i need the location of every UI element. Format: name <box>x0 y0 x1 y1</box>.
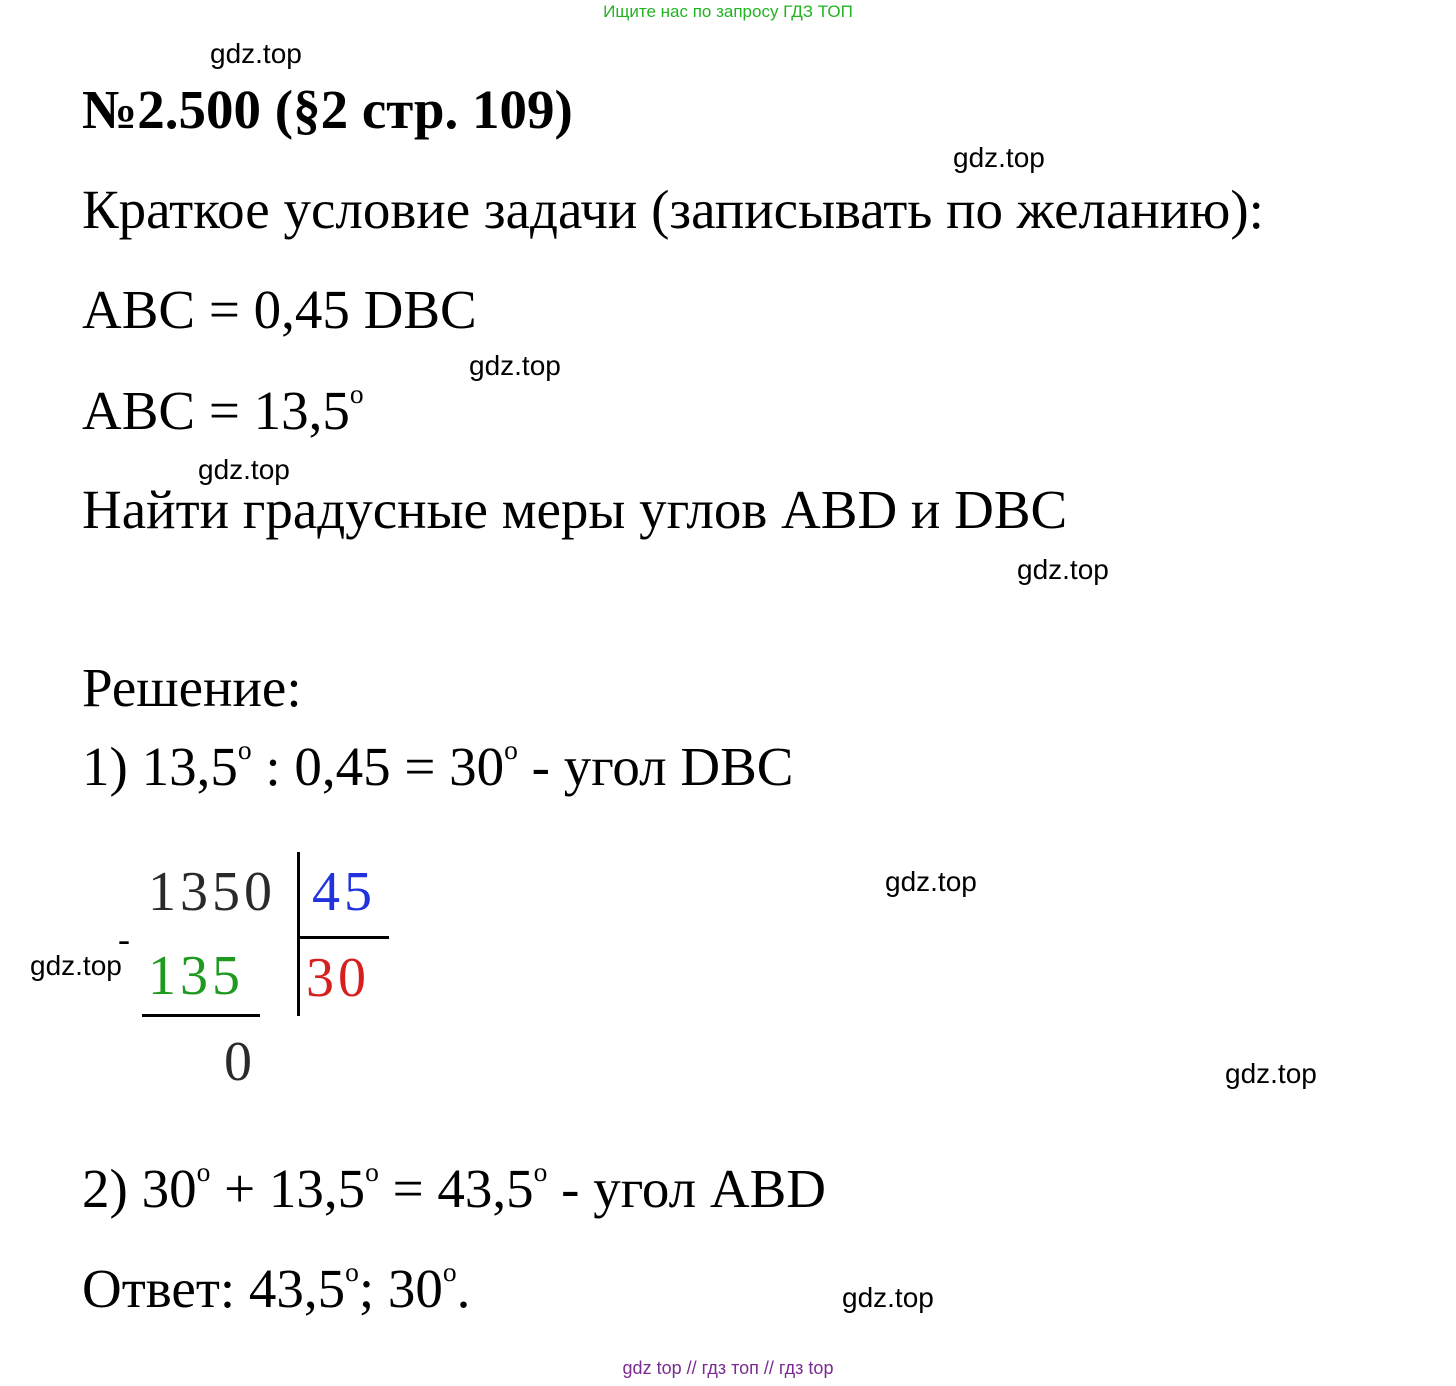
step-2-part-b: + 13,5 <box>210 1158 366 1220</box>
degree-sign: о <box>533 1156 548 1187</box>
degree-sign: о <box>442 1256 457 1287</box>
division-minus-sign: - <box>118 919 130 959</box>
solution-step-2 <box>82 1156 826 1220</box>
condition-find: Найти градусные меры углов ABD и DBC <box>82 479 1068 540</box>
answer-part-a: Ответ: 43,5 <box>82 1258 346 1320</box>
watermark: gdz.top <box>1017 554 1109 585</box>
division-dividend: 1350 <box>148 861 276 923</box>
watermark: gdz.top <box>198 454 290 485</box>
condition-line-2-text: ABC = 13,5 <box>82 380 350 442</box>
step-2-part-c: = 43,5 <box>378 1158 534 1220</box>
division-vertical-line <box>297 852 300 1016</box>
watermark: gdz.top <box>842 1282 934 1313</box>
solution-step-1 <box>82 734 793 798</box>
degree-sign: о <box>504 734 518 765</box>
step-2-part-a: 2) 30 <box>82 1158 197 1220</box>
answer-part-c: . <box>456 1258 471 1320</box>
watermark: gdz.top <box>1225 1058 1317 1089</box>
answer <box>82 1256 470 1320</box>
division-divisor: 45 <box>312 861 376 923</box>
solution-heading: Решение: <box>82 657 302 718</box>
degree-sign: о <box>196 1156 211 1187</box>
answer-part-b: ; 30 <box>358 1258 443 1320</box>
degree-sign: о <box>349 378 364 409</box>
step-1-part-b: : 0,45 = 30 <box>251 736 505 798</box>
division-subtraction-line <box>142 1014 260 1017</box>
page-title: №2.500 (§2 стр. 109) <box>82 79 573 140</box>
condition-line-2 <box>82 378 364 442</box>
division-remainder: 0 <box>224 1031 256 1093</box>
division-subtrahend: 135 <box>148 945 244 1007</box>
step-1-part-a: 1) 13,5 <box>82 736 238 798</box>
footer-links: gdz top // гдз топ // гдз top <box>622 1358 834 1378</box>
degree-sign: о <box>365 1156 379 1187</box>
division-divisor-underline <box>298 936 389 939</box>
watermark: gdz.top <box>469 350 561 381</box>
condition-heading: Краткое условие задачи (записывать по желанию): <box>82 179 1264 240</box>
division-quotient: 30 <box>306 947 370 1009</box>
degree-sign: о <box>345 1256 359 1287</box>
watermark: gdz.top <box>210 38 302 69</box>
condition-line-1: ABC = 0,45 DBC <box>82 279 477 340</box>
top-banner: Ищите нас по запросу ГДЗ ТОП <box>603 2 853 21</box>
step-2-part-d: - угол ABD <box>547 1158 826 1220</box>
watermark: gdz.top <box>30 950 122 981</box>
watermark: gdz.top <box>885 866 977 897</box>
degree-sign: о <box>237 734 252 765</box>
watermark: gdz.top <box>953 142 1045 173</box>
step-1-part-c: - угол DBC <box>517 736 794 798</box>
